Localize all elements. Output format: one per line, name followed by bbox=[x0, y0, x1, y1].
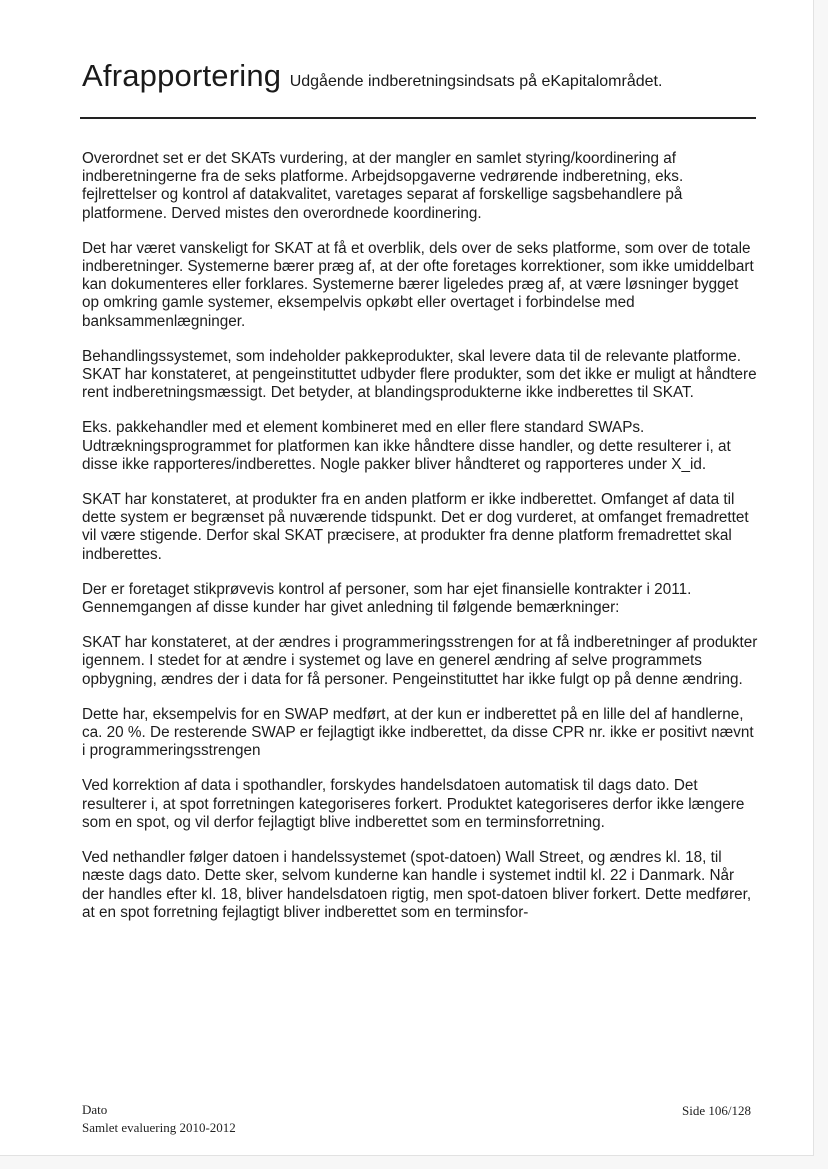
document-body bbox=[82, 150, 758, 939]
paragraph: Ved nethandler følger datoen i handelssystemet (spot-datoen) Wall Street, og ændres kl. 18, til næste dags dato. Dette sker, selvom kunderne kan handle i systemet indtil kl. 22 i Danmark. Når der handles efter kl. 18, bliver handelsdatoen rigtig, men spot-datoen bliver forkert. Dette medfører, at en spot forretning fejlagtigt bliver indberettet som en terminsfor- bbox=[82, 849, 752, 921]
paragraph: Det har været vanskeligt for SKAT at få et overblik, dels over de seks platforme, som over de totale indberetninger. Systemerne bærer præg af, at der ofte foretages korrektioner, som ikke umiddelbart kan dokumenteres eller forklares. Systemerne bærer ligeledes præg af, at være løsninger bygget op omkring gamle systemer, eksempelvis opkøbt eller overtaget i forbindelse med banksammenlægninger. bbox=[82, 239, 754, 330]
footer-left bbox=[82, 1101, 236, 1137]
page-title: Afrapportering bbox=[82, 58, 282, 93]
footer-date-label: Dato bbox=[82, 1102, 108, 1117]
paragraph: Dette har, eksempelvis for en SWAP medført, at der kun er indberettet på en lille del af handlerne, ca. 20 %. De resterende SWAP er fejlagtigt ikke indberettet, da disse CPR nr. ikke er positivt nævnt i programmeringsstrengen bbox=[82, 705, 754, 760]
paragraph: Behandlingssystemet, som indeholder pakkeprodukter, skal levere data til de relevante platforme. SKAT har konstateret, at pengeinstituttet udbyder flere produkter, som det ikke er muligt at håndtere rent indberetningsmæssigt. Det betyder, at blandingsprodukterne ikke indberettes til SKAT. bbox=[82, 347, 757, 402]
page-subtitle: Udgående indberetningsindsats på eKapitalområdet. bbox=[289, 73, 663, 90]
paragraph: SKAT har konstateret, at produkter fra en anden platform er ikke indberettet. Omfanget af data til dette system er begrænset på nuværende tidspunkt. Det er dog vurderet, at omfanget fremadrettet vil være stigende. Derfor skal SKAT præcisere, at produkter fra denne platform fremadrettet skal indberettes. bbox=[82, 491, 749, 563]
header-divider bbox=[80, 117, 756, 119]
paragraph: Der er foretaget stikprøvevis kontrol af personer, som har ejet finansielle kontrakter i 2011. Gennemgangen af disse kunder har givet anledning til følgende bemærkninger: bbox=[82, 580, 692, 617]
paragraph: SKAT har konstateret, at der ændres i programmeringsstrengen for at få indberetninger af produkter igennem. I stedet for at ændre i systemet og lave en generel ændring af selve programmets opbygning, ændres der i data for få personer. Pengeinstituttet har ikke fulgt op på denne ændring. bbox=[82, 634, 758, 688]
paragraph: Overordnet set er det SKATs vurdering, at der mangler en samlet styring/koordinering af indberetningerne fra de seks platforme. Arbejdsopgaverne vedrørende indberetning, eks. fejlrettelser og kontrol af datakvalitet, varetages separat af forskellige sagsbehandlere på platformene. Derved mistes den overordnede koordinering. bbox=[82, 150, 684, 222]
paragraph: Ved korrektion af data i spothandler, forskydes handelsdatoen automatisk til dags dato. Det resulterer i, at spot forretningen kategoriseres forkert. Produktet kategoriseres derfor ikke længere som en spot, og vil derfor fejlagtigt blive indberettet som en terminsforretning. bbox=[82, 777, 745, 831]
page-number: Side 106/128 bbox=[682, 1103, 751, 1118]
footer-report-name: Samlet evaluering 2010-2012 bbox=[82, 1120, 236, 1135]
page-header bbox=[82, 58, 762, 94]
paragraph: Eks. pakkehandler med et element kombineret med en eller flere standard SWAPs. Udtrækningsprogrammet for platformen kan ikke håndtere disse handler, og dette resulterer i, at disse ikke rapporteres/indberettes. Nogle pakker bliver håndteret og rapporteres under X_id. bbox=[82, 419, 731, 473]
